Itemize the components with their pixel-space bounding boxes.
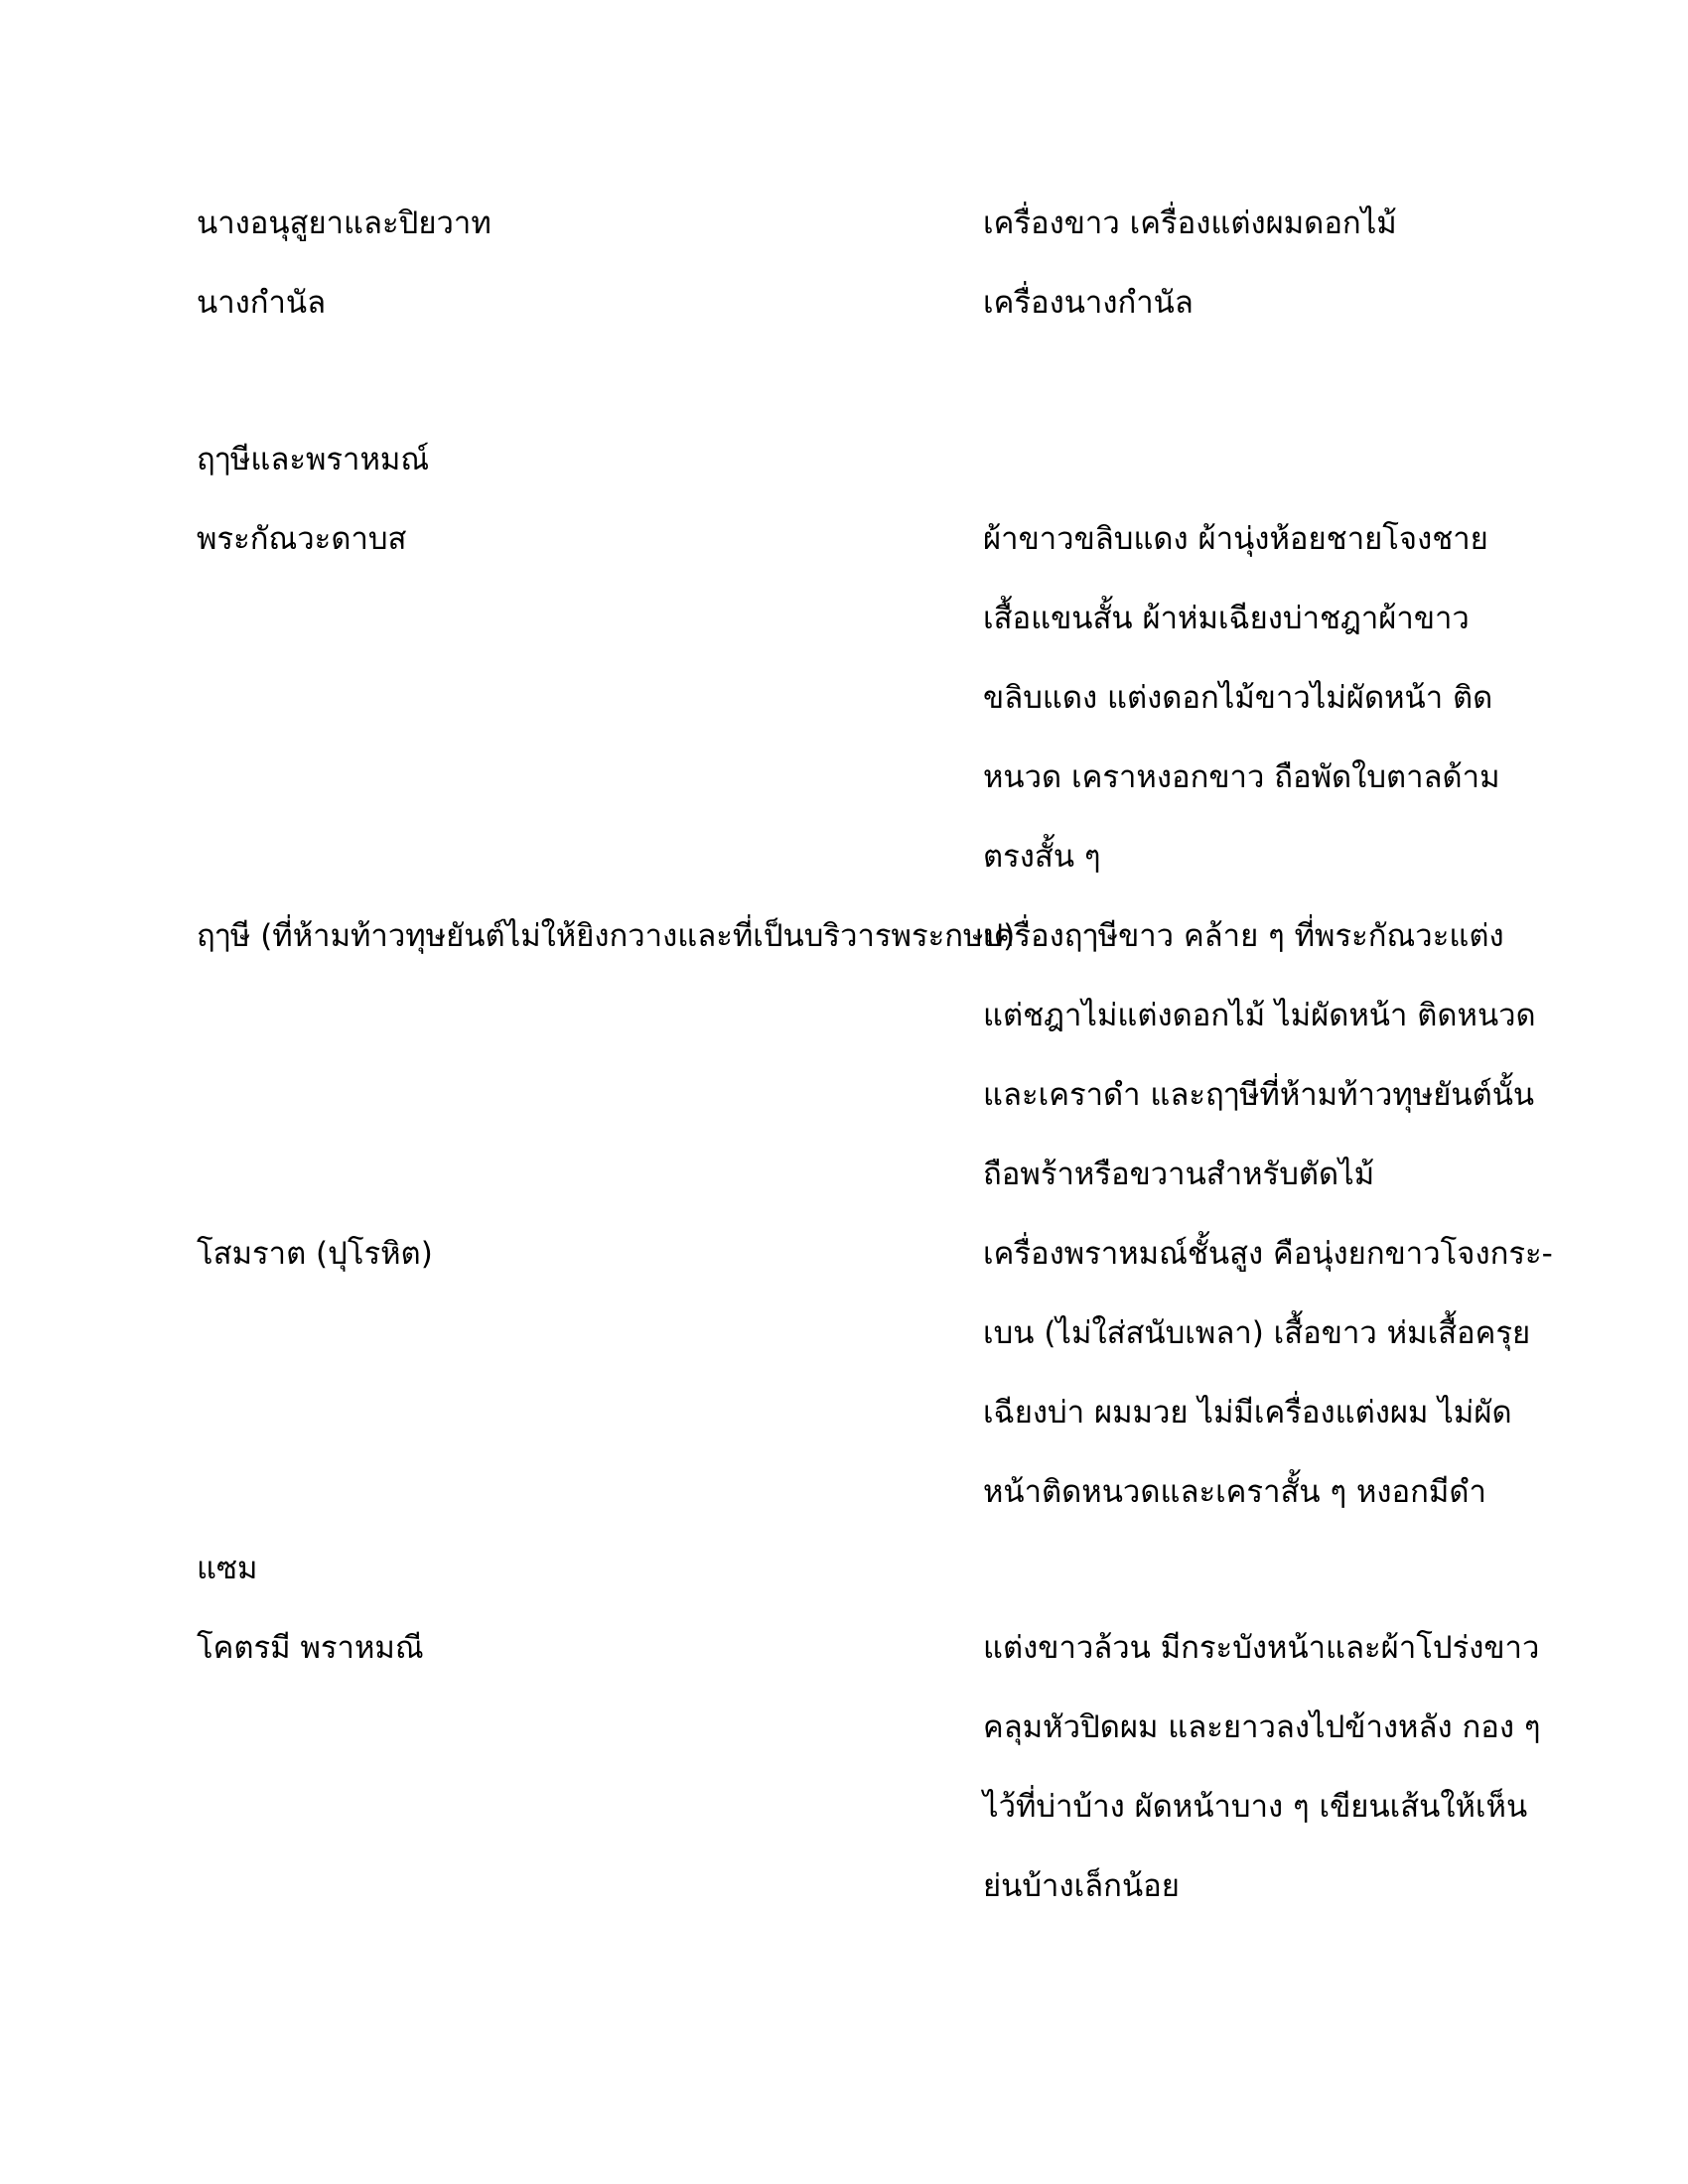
costume-description-line: เครื่องนางกำนัล bbox=[983, 285, 1194, 321]
costume-description-line: เสื้อแขนสั้น ผ้าห่มเฉียงบ่าชฎาผ้าขาว bbox=[983, 601, 1470, 636]
costume-description-line: แต่ชฎาไม่แต่งดอกไม้ ไม่ผัดหน้า ติดหนวด bbox=[983, 998, 1536, 1033]
character-name: โสมราต (ปุโรหิต) bbox=[197, 1236, 433, 1272]
costume-description-line: ไว้ที่บ่าบ้าง ผัดหน้าบาง ๆ เขียนเส้นให้เห็น bbox=[983, 1789, 1528, 1825]
costume-description-line: หนวด เคราหงอกขาว ถือพัดใบตาลด้าม bbox=[983, 759, 1500, 795]
character-name: นางกำนัล bbox=[197, 285, 327, 321]
section-heading: ฤๅษีและพราหมณ์ bbox=[197, 442, 430, 478]
costume-description-line: เครื่องขาว เครื่องแต่งผมดอกไม้ bbox=[983, 205, 1397, 241]
costume-description-line: เฉียงบ่า ผมมวย ไม่มีเครื่องแต่งผม ไม่ผัด bbox=[983, 1395, 1512, 1431]
costume-description-line: คลุมหัวปิดผม และยาวลงไปข้างหลัง กอง ๆ bbox=[983, 1709, 1541, 1745]
costume-description-line: หน้าติดหนวดและเคราสั้น ๆ หงอกมีดำ bbox=[983, 1474, 1486, 1510]
costume-description-line: เครื่องพราหมณ์ชั้นสูง คือนุ่งยกขาวโจงกระ- bbox=[983, 1236, 1553, 1272]
character-name: โคตรมี พราหมณี bbox=[197, 1630, 424, 1666]
costume-description-line: ตรงสั้น ๆ bbox=[983, 839, 1101, 875]
costume-description-line: และเคราดำ และฤๅษีที่ห้ามท้าวทุษยันต์นั้น bbox=[983, 1077, 1535, 1113]
costume-description-line: เบน (ไม่ใส่สนับเพลา) เสื้อขาว ห่มเสื้อครุย bbox=[983, 1315, 1531, 1351]
character-name: ฤๅษี (ที่ห้ามท้าวทุษยันต์ไม่ให้ยิงกวางและที่เป็นบริวารพระกษป) bbox=[197, 918, 1016, 954]
costume-description-line: ถือพร้าหรือขวานสำหรับตัดไม้ bbox=[983, 1157, 1375, 1192]
character-name: นางอนุสูยาและปิยวาท bbox=[197, 205, 492, 241]
costume-description-line: แต่งขาวล้วน มีกระบังหน้าและผ้าโปร่งขาว bbox=[983, 1630, 1540, 1666]
costume-description-line: เครื่องฤๅษีขาว คล้าย ๆ ที่พระกัณวะแต่ง bbox=[983, 918, 1504, 954]
costume-description-line: ย่นบ้างเล็กน้อย bbox=[983, 1868, 1180, 1904]
continuation-text: แซม bbox=[197, 1551, 258, 1586]
costume-description-line: ขลิบแดง แต่งดอกไม้ขาวไม่ผัดหน้า ติด bbox=[983, 680, 1493, 716]
character-name: พระกัณวะดาบส bbox=[197, 521, 407, 557]
costume-description-line: ผ้าขาวขลิบแดง ผ้านุ่งห้อยชายโจงชาย bbox=[983, 521, 1488, 557]
